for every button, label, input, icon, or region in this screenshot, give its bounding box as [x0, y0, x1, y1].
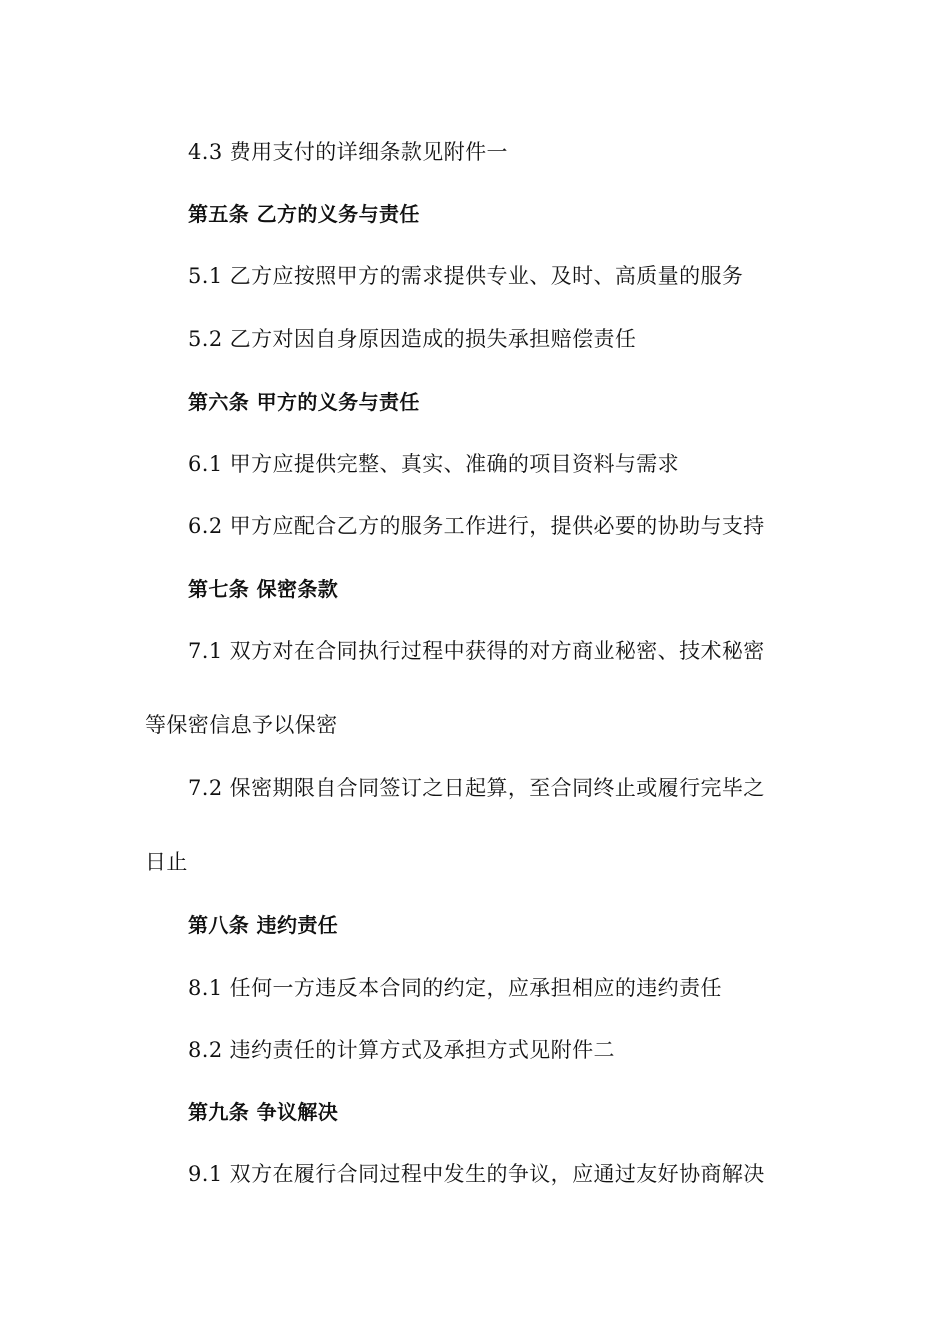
- clause-8-1: 8.1 任何一方违反本合同的约定，应承担相应的违约责任: [188, 976, 722, 1000]
- clause-5-2: 5.2 乙方对因自身原因造成的损失承担赔偿责任: [188, 327, 637, 351]
- article-9-heading: 第九条 争议解决: [188, 1100, 339, 1124]
- clause-8-2: 8.2 违约责任的计算方式及承担方式见附件二: [188, 1038, 615, 1062]
- clause-7-1: 7.1 双方对在合同执行过程中获得的对方商业秘密、技术秘密: [188, 639, 765, 663]
- article-6-heading: 第六条 甲方的义务与责任: [188, 390, 420, 414]
- article-8-heading: 第八条 违约责任: [188, 913, 339, 937]
- clause-5-1: 5.1 乙方应按照甲方的需求提供专业、及时、高质量的服务: [188, 264, 744, 288]
- clause-9-1: 9.1 双方在履行合同过程中发生的争议，应通过友好协商解决: [188, 1162, 765, 1186]
- clause-6-2: 6.2 甲方应配合乙方的服务工作进行，提供必要的协助与支持: [188, 514, 765, 538]
- article-5-heading: 第五条 乙方的义务与责任: [188, 202, 420, 226]
- clause-7-2: 7.2 保密期限自合同签订之日起算，至合同终止或履行完毕之: [188, 776, 765, 800]
- clause-7-1-continued: 等保密信息予以保密: [145, 713, 338, 737]
- clause-7-2-continued: 日止: [145, 850, 188, 874]
- clause-4-3: 4.3 费用支付的详细条款见附件一: [188, 140, 508, 164]
- clause-6-1: 6.1 甲方应提供完整、真实、准确的项目资料与需求: [188, 452, 680, 476]
- article-7-heading: 第七条 保密条款: [188, 577, 339, 601]
